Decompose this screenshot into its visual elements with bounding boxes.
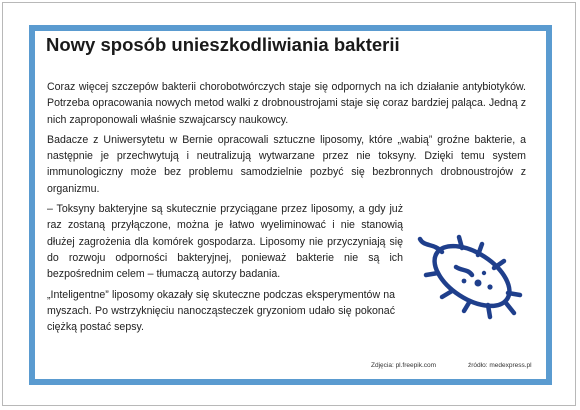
paragraph-4: „Inteligentne” liposomy okazały się skuteczne podczas eksperymentów na myszach. Po wstrzyknięciu nanocząsteczek gryzoniom udało się pokonać ciężką postać sepsy. [47,288,395,334]
source-credit: źródło: medexpress.pl [468,362,532,369]
bacteria-icon [412,221,532,331]
paragraph-1: Coraz więcej szczepów bakterii chorobotwórczych staje się odpornych na ich działanie antybiotyków. Potrzeba opracowania nowych metod walki z drobnoustrojami staje się coraz bardziej paląca. Jedną z nich zaproponowali właśnie szwajcarscy naukowcy. [47,81,526,126]
photo-credit: Zdjęcia: pl.freepik.com [371,362,437,369]
article-title: Nowy sposób unieszkodliwiania bakterii [46,34,400,55]
paragraph-3: – Toksyny bakteryjne są skutecznie przyciągane przez liposomy, a gdy już raz zostaną przyłączone, można je łatwo wyeliminować i nie stanowią dłużej zagrożenia dla komórek gospodarza. Liposomy nie przyczyniają się do rozwoju odporności bakteryjnej, ponieważ bakterie nie są ich bezpośrednim celem – tłumaczą autorzy badania. [47,203,403,281]
paragraph-2: Badacze z Uniwersytetu w Bernie opracowali sztuczne liposomy, które „wabią” groźne bakterie, a następnie je przechwytują i neutralizują wytwarzane przez nie toksyny. Dzięki temu system immunologiczny może bez problemu samodzielnie pozbyć się bezbronnych drobnoustrojów z organizmu. [47,133,526,195]
